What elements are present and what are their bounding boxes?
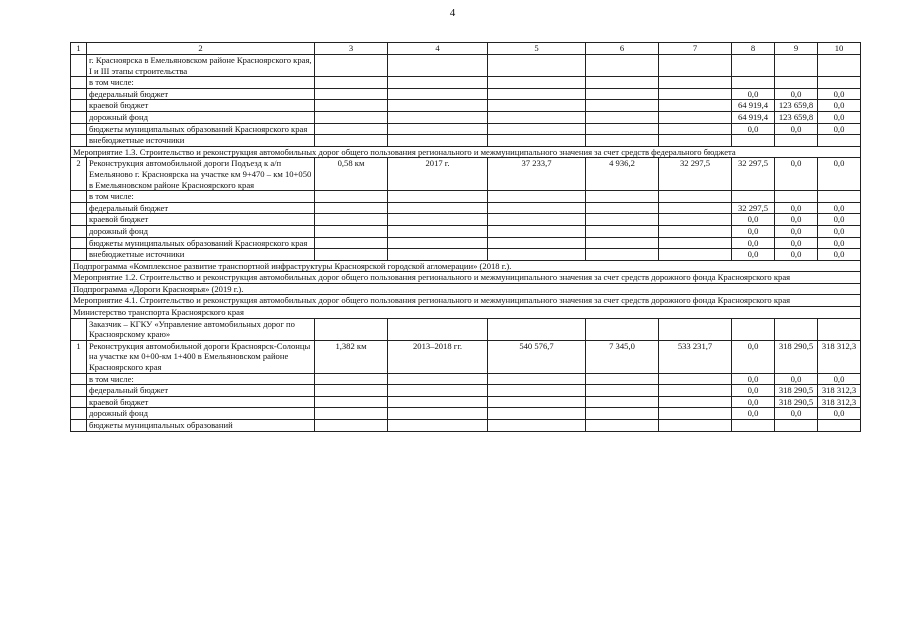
cell-value: 318 290,5 — [775, 396, 818, 408]
row-label: федеральный бюджет — [87, 202, 315, 214]
cell-value: 0,0 — [775, 88, 818, 100]
cell-value: 0,0 — [732, 214, 775, 226]
row-label: в том числе: — [87, 77, 315, 89]
row-label: в том числе: — [87, 373, 315, 385]
row-label: бюджеты муниципальных образований Красноярского края — [87, 123, 315, 135]
section-row — [71, 260, 861, 272]
section-row — [71, 146, 861, 158]
cell-value: 0,0 — [732, 88, 775, 100]
cell-value: 0,0 — [775, 373, 818, 385]
table-row — [71, 202, 861, 214]
cell-value: 0,0 — [818, 237, 861, 249]
row-label: дорожный фонд — [87, 111, 315, 123]
cell-value: 32 297,5 — [732, 202, 775, 214]
col-header: 1 — [71, 43, 87, 55]
table-row — [71, 249, 861, 261]
col-header: 4 — [388, 43, 488, 55]
cell-value: 318 290,5 — [775, 340, 818, 373]
cell-value: 2017 г. — [388, 158, 488, 191]
header-row — [71, 43, 861, 55]
table-row — [71, 385, 861, 397]
section-row — [71, 283, 861, 295]
table-row — [71, 55, 861, 77]
cell-value: 0,0 — [775, 237, 818, 249]
cell-value: 37 233,7 — [488, 158, 586, 191]
cell-value: 1,382 км — [315, 340, 388, 373]
cell-value: 0,0 — [818, 373, 861, 385]
cell-value: 0,0 — [818, 88, 861, 100]
row-label: бюджеты муниципальных образований — [87, 420, 315, 432]
cell-value: 0,0 — [732, 385, 775, 397]
cell-value: 0,0 — [732, 373, 775, 385]
cell-value: 64 919,4 — [732, 100, 775, 112]
cell-value: 540 576,7 — [488, 340, 586, 373]
col-header: 8 — [732, 43, 775, 55]
project-name: г. Красноярска в Емельяновском районе Красноярского края, I и III этапы строительства — [87, 55, 315, 77]
col-header: 2 — [87, 43, 315, 55]
cell-value: 2013–2018 гг. — [388, 340, 488, 373]
row-label: федеральный бюджет — [87, 88, 315, 100]
col-header: 10 — [818, 43, 861, 55]
cell-value: 0,0 — [818, 202, 861, 214]
table-row — [71, 408, 861, 420]
table-row — [71, 237, 861, 249]
budget-table — [70, 42, 861, 432]
cell-value: 318 312,3 — [818, 396, 861, 408]
cell-value: 0,0 — [732, 396, 775, 408]
cell-value: 0,0 — [818, 214, 861, 226]
cell-value: 0,0 — [775, 214, 818, 226]
subprogram-heading: Подпрограмма «Дороги Красноярья» (2019 г.). — [71, 283, 861, 295]
cell-value: 32 297,5 — [659, 158, 732, 191]
row-label: внебюджетные источники — [87, 249, 315, 261]
section-heading: Мероприятие 4.1. Строительство и реконструкция автомобильных дорог общего пользования регионального и межмуниципального значения за счет средств дорожного фонда Красноярского края — [71, 295, 861, 307]
cell-value: 0,0 — [775, 202, 818, 214]
cell-value: 318 312,3 — [818, 340, 861, 373]
table-row — [71, 214, 861, 226]
row-label: федеральный бюджет — [87, 385, 315, 397]
table-row — [71, 123, 861, 135]
table-row — [71, 88, 861, 100]
cell-value: 0,0 — [775, 408, 818, 420]
table-row — [71, 111, 861, 123]
page-number: 4 — [449, 7, 456, 19]
cell-value: 0,0 — [818, 158, 861, 191]
row-number: 1 — [71, 340, 87, 373]
ministry-heading: Министерство транспорта Красноярского края — [71, 307, 861, 319]
cell-value: 0,58 км — [315, 158, 388, 191]
table-row — [71, 396, 861, 408]
table-row — [71, 340, 861, 373]
table-row — [71, 100, 861, 112]
table-row — [71, 225, 861, 237]
cell-value: 0,0 — [732, 123, 775, 135]
cell-value: 0,0 — [775, 249, 818, 261]
cell-value: 318 312,3 — [818, 385, 861, 397]
cell-value: 4 936,2 — [586, 158, 659, 191]
row-label: внебюджетные источники — [87, 135, 315, 147]
cell-value: 0,0 — [775, 123, 818, 135]
cell-value: 0,0 — [732, 225, 775, 237]
cell-value: 123 659,8 — [775, 111, 818, 123]
cell-value: 64 919,4 — [732, 111, 775, 123]
subprogram-heading: Подпрограмма «Комплексное развитие транспортной инфраструктуры Красноярской городской агломерации» (2018 г.). — [71, 260, 861, 272]
cell-value: 0,0 — [732, 340, 775, 373]
cell-value: 0,0 — [732, 408, 775, 420]
table-row — [71, 420, 861, 432]
col-header: 3 — [315, 43, 388, 55]
cell-value: 123 659,8 — [775, 100, 818, 112]
cell-value: 0,0 — [818, 100, 861, 112]
cell-value: 0,0 — [818, 408, 861, 420]
cell-value: 32 297,5 — [732, 158, 775, 191]
project-name: Реконструкция автомобильной дороги Подъезд к а/п Емельяново г. Красноярска на участке км 9+470 – км 10+050 в Емельяновском районе Красноярского края — [87, 158, 315, 191]
table-row — [71, 135, 861, 147]
table-row — [71, 318, 861, 340]
cell-value: 533 231,7 — [659, 340, 732, 373]
cell-value: 0,0 — [818, 225, 861, 237]
cell-value: 0,0 — [732, 249, 775, 261]
project-name: Реконструкция автомобильной дороги Красноярск-Солонцы на участке км 0+00-км 1+400 в Емельяновском районе Красноярского края — [87, 340, 315, 373]
row-label: бюджеты муниципальных образований Красноярского края — [87, 237, 315, 249]
row-label: в том числе: — [87, 191, 315, 203]
row-label: дорожный фонд — [87, 408, 315, 420]
section-row — [71, 307, 861, 319]
cell-value: 0,0 — [775, 225, 818, 237]
cell-value: 7 345,0 — [586, 340, 659, 373]
cell-value: 0,0 — [732, 237, 775, 249]
cell-value: 0,0 — [818, 249, 861, 261]
row-number: 2 — [71, 158, 87, 191]
col-header: 7 — [659, 43, 732, 55]
cell-value: 0,0 — [818, 123, 861, 135]
cell-value: 0,0 — [818, 111, 861, 123]
row-label: краевой бюджет — [87, 100, 315, 112]
table-row — [71, 191, 861, 203]
section-heading: Мероприятие 1.2. Строительство и реконструкция автомобильных дорог общего пользования регионального и межмуниципального значения за счет средств дорожного фонда Красноярского края — [71, 272, 861, 284]
col-header: 5 — [488, 43, 586, 55]
table-row — [71, 373, 861, 385]
cell-value: 318 290,5 — [775, 385, 818, 397]
section-heading: Мероприятие 1.3. Строительство и реконструкция автомобильных дорог общего пользования регионального и межмуниципального значения за счет средств федерального бюджета — [71, 146, 861, 158]
section-row — [71, 295, 861, 307]
customer-label: Заказчик – КГКУ «Управление автомобильных дорог по Красноярскому краю» — [87, 318, 315, 340]
row-label: дорожный фонд — [87, 225, 315, 237]
row-label: краевой бюджет — [87, 214, 315, 226]
table-row — [71, 77, 861, 89]
col-header: 9 — [775, 43, 818, 55]
table-row — [71, 158, 861, 191]
row-label: краевой бюджет — [87, 396, 315, 408]
col-header: 6 — [586, 43, 659, 55]
cell-value: 0,0 — [775, 158, 818, 191]
section-row — [71, 272, 861, 284]
